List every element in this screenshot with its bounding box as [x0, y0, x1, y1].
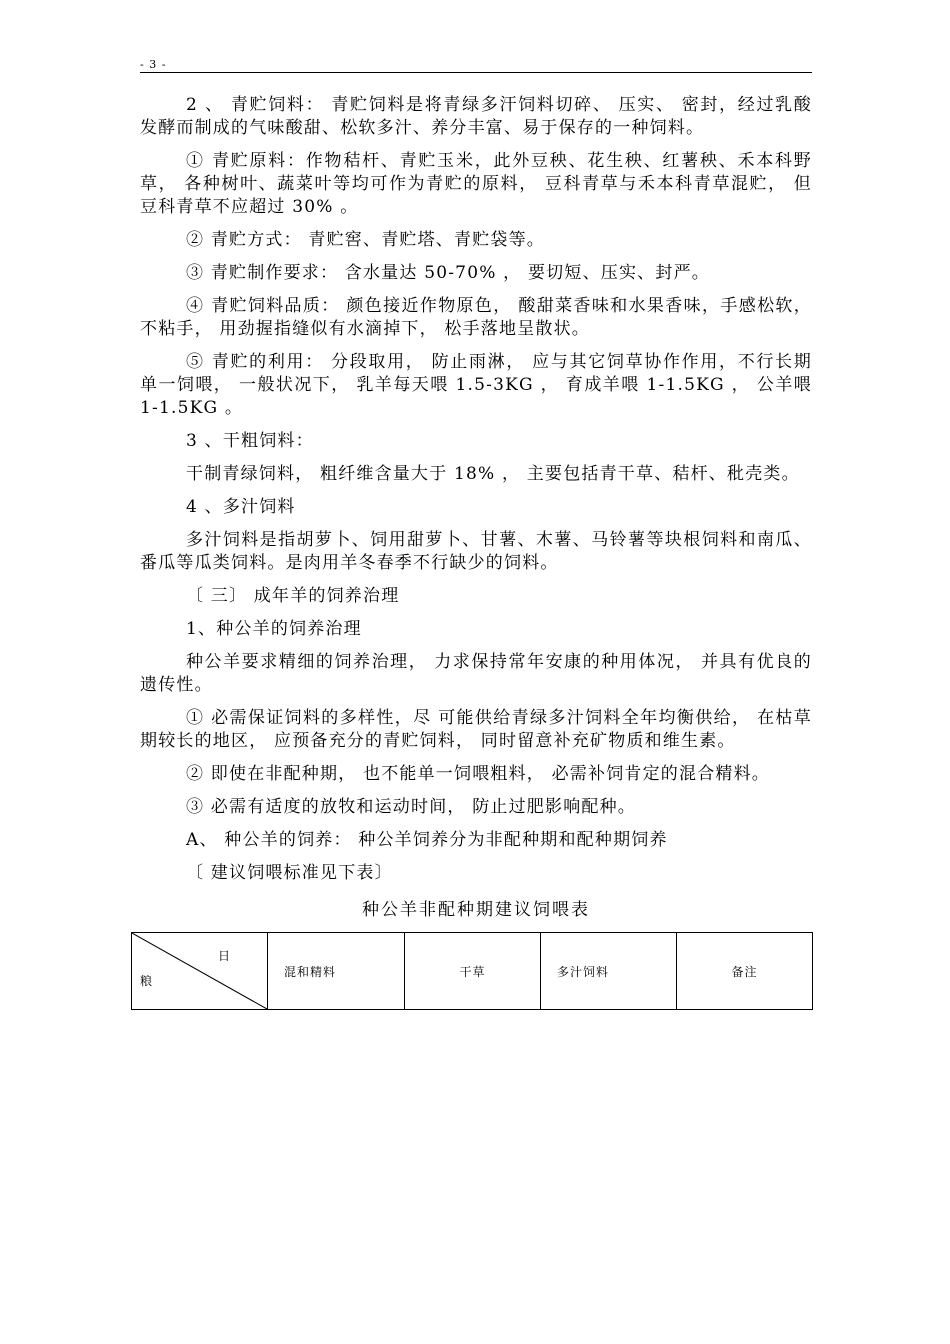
paragraph-silage-quality: ④ 青贮饲料品质： 颜色接近作物原色， 酸甜菜香味和水果香味，手感松软， 不粘手， 用劲握指缝似有水滴掉下， 松手落地呈散状。 — [140, 296, 812, 339]
paragraph-ram-point-1: ① 必需保证饲料的多样性，尽 可能供给青绿多汁饲料全年均衡供给， 在枯草期较长的地区， 应预备充分的青贮饲料， 同时留意补充矿物质和维生素。 — [140, 708, 812, 751]
table-caption: 种公羊非配种期建议饲喂表 — [362, 900, 590, 920]
heading-juicy-feed: 4 、多汁饲料 — [186, 497, 296, 517]
feeding-table — [131, 932, 813, 1010]
paragraph-silage-methods: ② 青贮方式： 青贮窖、青贮塔、青贮袋等。 — [186, 230, 546, 250]
header-hay: 干草 — [405, 933, 541, 1010]
document-body — [140, 94, 812, 1010]
paragraph-dry-feed: 干制青绿饲料， 粗纤维含量大于 18% ， 主要包括青干草、秸杆、秕壳类。 — [186, 464, 800, 484]
paragraph-ram-feeding: A、 种公羊的饲养： 种公羊饲养分为非配种期和配种期饲养 — [186, 830, 668, 850]
paragraph-breeding-ram: 种公羊要求精细的饲养治理， 力求保持常年安康的种用体况， 并具有优良的遗传性。 — [140, 652, 812, 695]
paragraph-juicy-feed: 多汁饲料是指胡萝卜、饲用甜萝卜、甘薯、木薯、马铃薯等块根饲料和南瓜、番瓜等瓜类饲料。是肉用羊冬春季不行缺少的饲料。 — [140, 530, 812, 573]
paragraph-silage: 2 、 青贮饲料： 青贮饲料是将青绿多汗饲料切碎、 压实、 密封，经过乳酸发酵而制成的气味酸甜、松软多汁、养分丰富、易于保存的一种饲料。 — [140, 95, 812, 138]
diagonal-line — [132, 933, 267, 1009]
paragraph-silage-materials: ① 青贮原料：作物秸杆、青贮玉米，此外豆秧、花生秧、红薯秧、禾本科野草， 各种树叶、蔬菜叶等均可作为青贮的原料， 豆科青草与禾本科青草混贮， 但豆科青草不应超过 30% 。 — [140, 151, 812, 217]
paragraph-table-note: 〔 建议饲喂标准见下表〕 — [186, 863, 393, 883]
corner-label-bottom: 粮 — [140, 974, 154, 988]
page-number: - 3 - — [140, 58, 167, 71]
heading-breeding-ram: 1、种公羊的饲养治理 — [186, 619, 362, 639]
header-juicy-feed: 多汁饲料 — [541, 933, 677, 1010]
heading-adult-sheep: 〔 三〕 成年羊的饲养治理 — [186, 586, 400, 606]
header-remarks: 备注 — [677, 933, 813, 1010]
table-header-row — [132, 933, 813, 1010]
paragraph-ram-point-2: ② 即使在非配种期， 也不能单一饲喂粗料， 必需补饲肯定的混合精料。 — [186, 764, 771, 784]
table-corner-cell — [132, 933, 268, 1010]
corner-label-top: 日 — [217, 949, 231, 963]
paragraph-silage-usage: ⑤ 青贮的利用： 分段取用， 防止雨淋， 应与其它饲草协作作用，不行长期单一饲喂， 一般状况下， 乳羊每天喂 1.5-3KG ， 育成羊喂 1-1.5KG ， 公羊喂 1-1.5KG 。 — [140, 352, 812, 418]
paragraph-ram-point-3: ③ 必需有适度的放牧和运动时间， 防止过肥影响配种。 — [186, 797, 637, 817]
header-mixed-concentrate: 混和精料 — [268, 933, 405, 1010]
header-rule — [140, 72, 812, 73]
heading-dry-feed: 3 、干粗饲料： — [186, 431, 314, 451]
paragraph-silage-requirements: ③ 青贮制作要求： 含水量达 50-70% ， 要切短、压实、封严。 — [186, 263, 710, 283]
